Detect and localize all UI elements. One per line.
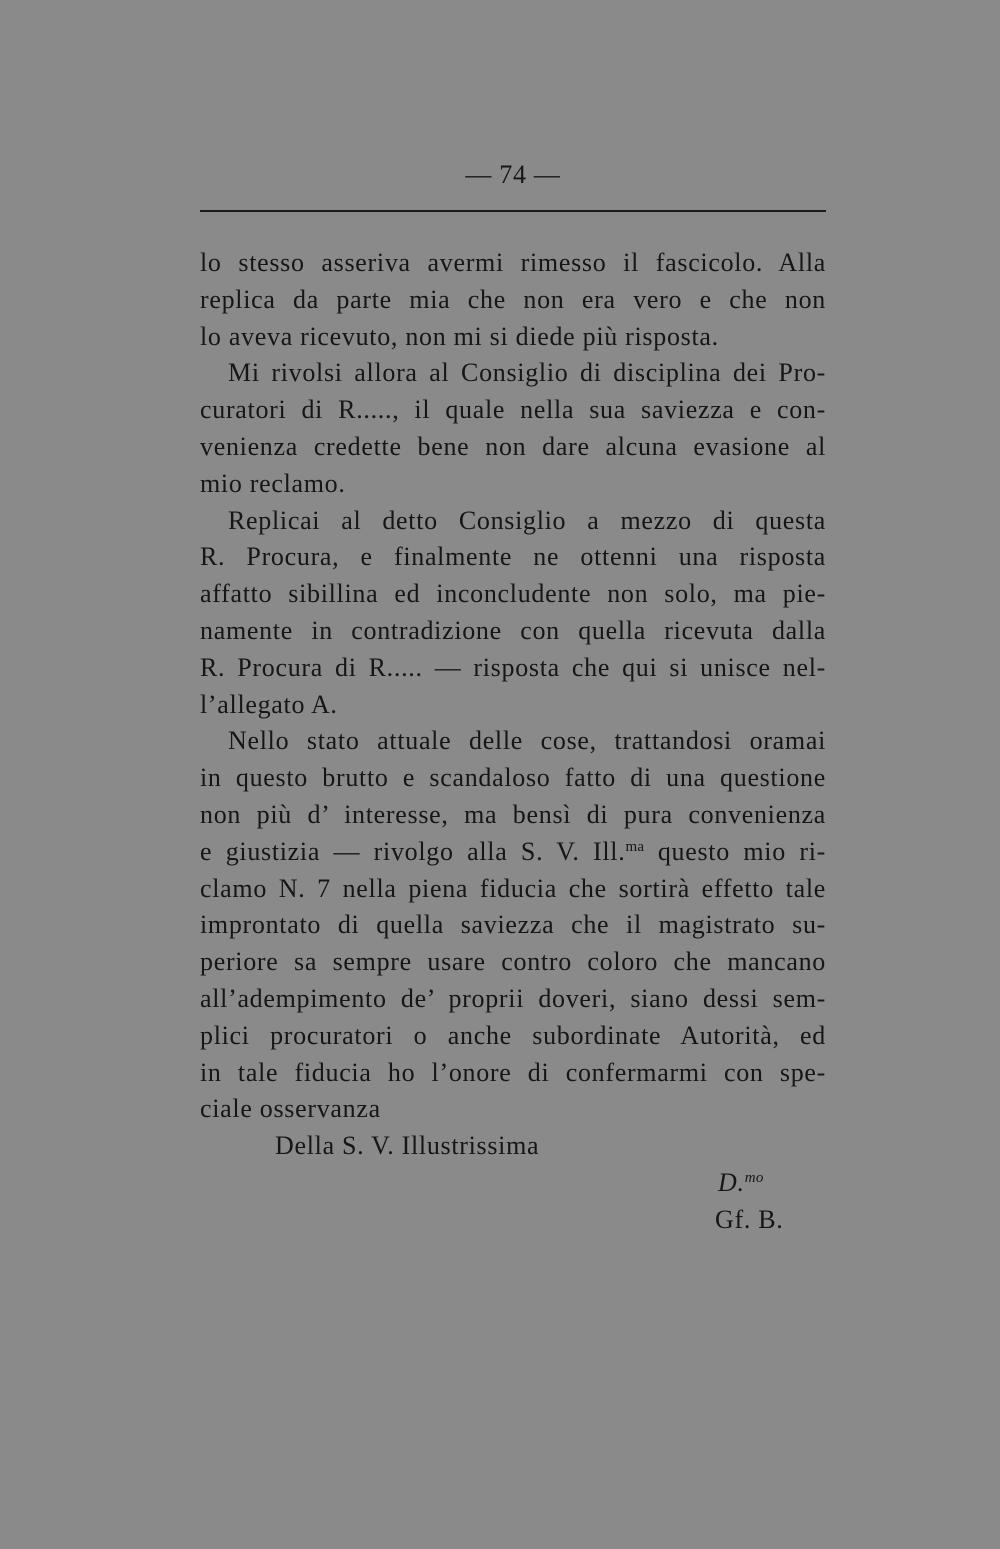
body-line: R. Procura, e finalmente ne ottenni una risposta	[200, 542, 826, 572]
body-line: all’adempimento de’ proprii doveri, siano dessi sem-	[200, 983, 826, 1013]
body-line: periore sa sempre usare contro coloro che mancano	[200, 947, 826, 977]
body-line: Replicai al detto Consiglio a mezzo di questa	[228, 505, 826, 535]
body-line-text: e giustizia — rivolgo alla S. V. Ill.	[200, 836, 626, 866]
body-line: improntato di quella saviezza che il magistrato su-	[200, 910, 826, 940]
body-line: in tale fiducia ho l’onore di confermarmi con spe-	[200, 1057, 826, 1087]
superscript-abbreviation: ma	[625, 838, 645, 855]
devoted-abbreviation: D.	[718, 1167, 745, 1197]
body-line: namente in contradizione con quella ricevuta dalla	[200, 615, 826, 645]
body-line: affatto sibillina ed inconcludente non solo, ma pie-	[200, 579, 826, 609]
body-line: l’allegato A.	[200, 689, 338, 719]
body-line: lo aveva ricevuto, non mi si diede più risposta.	[200, 321, 719, 351]
body-line-text: questo mio ri-	[644, 836, 826, 866]
body-line: R. Procura di R..... — risposta che qui si unisce nel-	[200, 652, 826, 682]
body-line: mio reclamo.	[200, 468, 346, 498]
header-rule	[200, 210, 826, 212]
body-line: non più d’ interesse, ma bensì di pura convenienza	[200, 799, 826, 829]
closing-devoted	[200, 1165, 826, 1202]
body-line: clamo N. 7 nella piena fiducia che sortirà effetto tale	[200, 873, 826, 903]
body-line: ciale osservanza	[200, 1094, 381, 1124]
body-line: curatori di R....., il quale nella sua saviezza e con-	[200, 395, 826, 425]
superscript-abbreviation: mo	[744, 1169, 764, 1186]
signature: Gf. B.	[715, 1204, 784, 1234]
body-line: in questo brutto e scandaloso fatto di una questione	[200, 763, 826, 793]
closing-salutation: Della S. V. Illustrissima	[275, 1131, 540, 1161]
body-line: Nello stato attuale delle cose, trattandosi oramai	[228, 726, 826, 756]
body-line: plici procuratori o anche subordinate Autorità, ed	[200, 1020, 826, 1050]
text-body	[200, 245, 826, 1239]
body-line	[200, 834, 826, 871]
body-line: replica da parte mia che non era vero e che non	[200, 284, 826, 314]
body-line: Mi rivolsi allora al Consiglio di disciplina dei Pro-	[228, 358, 826, 388]
body-line: venienza credette bene non dare alcuna evasione al	[200, 431, 826, 461]
page-number: — 74 —	[465, 160, 561, 189]
body-line: lo stesso asseriva avermi rimesso il fascicolo. Alla	[200, 248, 826, 277]
